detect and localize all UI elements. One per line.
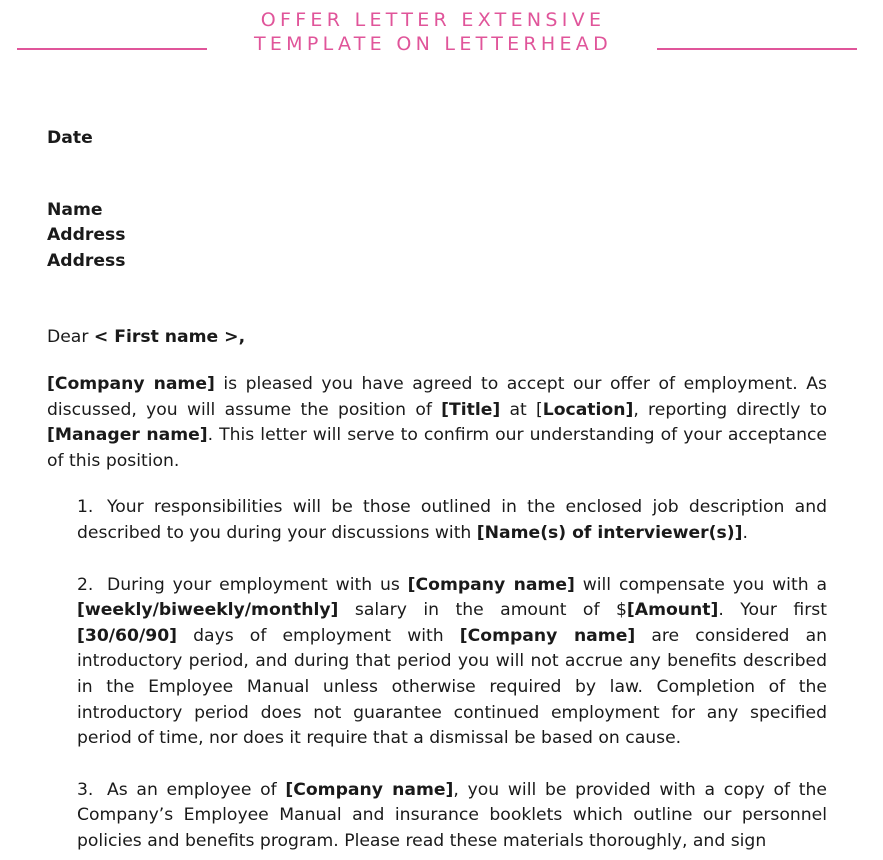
salutation [47,325,827,351]
header-rule-right [657,48,857,50]
date-field: Date [47,128,93,148]
intro-text-1: is pleased you have agreed to accept our offer of employment. As discussed, you will assume the position of [47,373,827,420]
list-item-number: 1. [77,497,94,518]
amount-placeholder: [Amount] [626,600,719,621]
list-item [77,495,827,546]
company-name-placeholder: [Company name] [407,574,575,595]
list-item-number: 2. [77,574,94,595]
list-item [77,573,827,752]
salutation-prefix: Dear [47,327,94,348]
list-item-text: During your employment with us [107,574,408,595]
list-item [77,778,827,855]
letter-body [47,126,827,860]
terms-list [47,495,827,854]
salutation-first-name: < First name >, [93,327,246,348]
list-item-text: , you will be provided with a copy of the Company’s Employee Manual and insurance booklets which outline our personnel policies and benefits program. Please read these materials thoroughly, and sign [77,779,827,851]
recipient-address-2: Address [47,250,126,271]
recipient-address-1: Address [47,225,126,246]
list-item-text: As an employee of [107,779,286,800]
manager-name-placeholder: [Manager name] [47,425,208,446]
recipient-name: Name [47,199,103,220]
company-name-placeholder: [Company name] [285,779,454,800]
location-placeholder: Location] [542,399,634,420]
document-title-line-1: OFFER LETTER EXTENSIVE [260,9,606,31]
list-item-text: days of employment with [177,625,460,646]
intro-period-placeholder: [30/60/90] [77,625,178,646]
letterhead-header [0,6,883,58]
list-item-text: . Your first [718,600,827,621]
list-item-text: are considered an introductory period, and during that period you will not accrue any benefits described in the Employee Manual unless otherwise required by law. Completion of the introductory period does not guarantee continued employment for any specified period of time, nor does it require that a dismissal be based on cause. [77,625,827,749]
intro-paragraph [47,372,827,474]
list-item-text: will compensate you with a [574,574,827,595]
intro-text-2: at [ [500,399,543,420]
company-name-placeholder: [Company name] [459,625,636,646]
pay-frequency-placeholder: [weekly/biweekly/monthly] [77,600,339,621]
company-name-placeholder: [Company name] [47,373,215,394]
document-title-line-2: TEMPLATE ON LETTERHEAD [253,33,613,55]
interviewer-placeholder: [Name(s) of interviewer(s)] [476,522,743,543]
list-item-text: Your responsibilities will be those outlined in the enclosed job description and described to you during your discussions with [77,497,827,543]
document-title [215,8,651,56]
title-placeholder: [Title] [441,399,501,420]
list-item-text: salary in the amount of $ [338,600,627,621]
intro-text-3: , reporting directly to [633,399,827,420]
list-item-number: 3. [77,779,94,800]
intro-text-4: . This letter will serve to confirm our understanding of your acceptance of this position. [47,425,827,471]
recipient-block [47,198,827,275]
header-rule-left [17,48,207,50]
list-item-text: . [742,522,748,543]
